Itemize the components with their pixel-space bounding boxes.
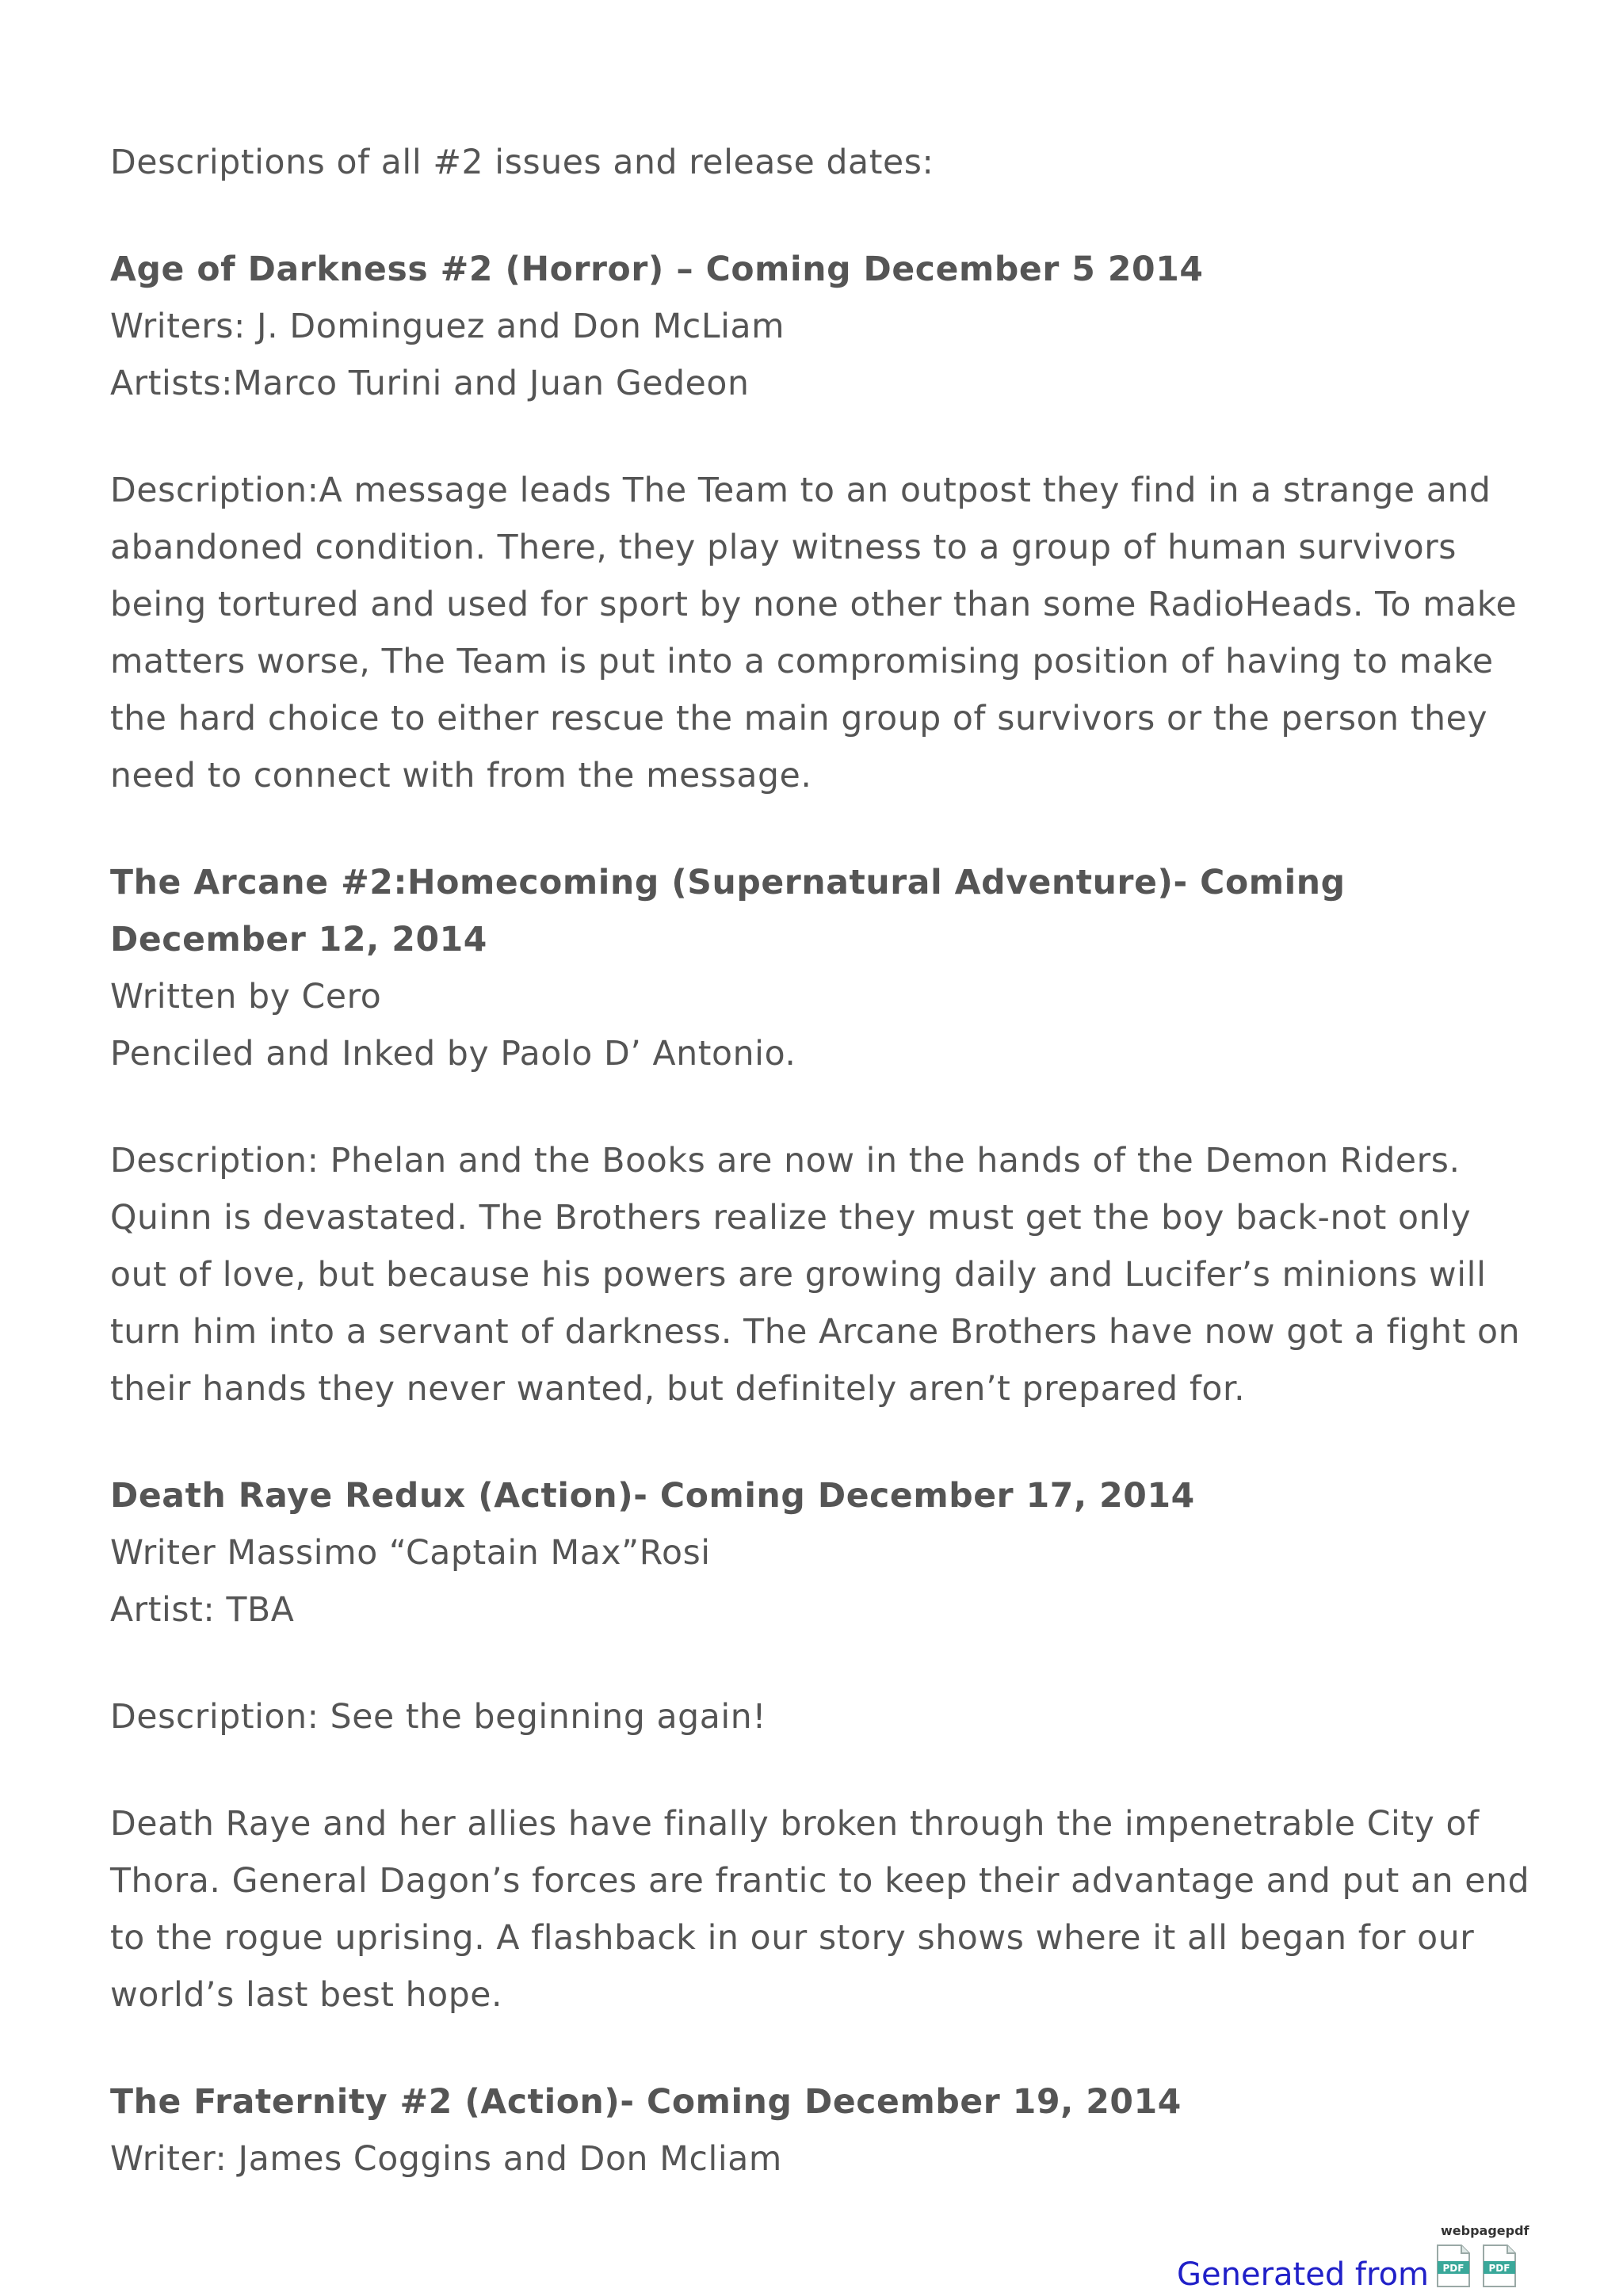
issue-description: Description: See the beginning again! xyxy=(110,1698,766,1737)
svg-text:PDF: PDF xyxy=(1488,2263,1510,2274)
issue-heading: Death Raye Redux (Action)- Coming December 17, 2014 xyxy=(110,1477,1195,1516)
generated-from-link[interactable]: Generated from xyxy=(1177,2256,1430,2293)
issue-credit: Artist: TBA xyxy=(110,1591,295,1630)
issue-description: Description:A message leads The Team to an outpost they find in a strange and abandoned condition. There, they play witness to a group of human survivors being tortured and used for sport by none other than some RadioHeads. To make matters worse, The Team is put into a compromising position of having to make the hard choice to either rescue the main group of survivors or the person they need to connect with from the message. xyxy=(110,471,1518,795)
issue-heading: Age of Darkness #2 (Horror) – Coming December 5 2014 xyxy=(110,250,1204,289)
issue-heading: The Fraternity #2 (Action)- Coming December 19, 2014 xyxy=(110,2083,1182,2122)
issue-entry xyxy=(110,1468,1537,2024)
issue-heading: The Arcane #2:Homecoming (Supernatural Adventure)- Coming December 12, 2014 xyxy=(110,864,1346,959)
intro-text: Descriptions of all #2 issues and release dates: xyxy=(110,143,934,182)
generated-footer xyxy=(1177,2223,1549,2296)
issue-entry xyxy=(110,855,1537,1418)
pdf-file-icon xyxy=(1435,2244,1472,2288)
issue-entry xyxy=(110,2074,1537,2188)
footer-brand-logo: webpagepdf xyxy=(1441,2223,1529,2238)
issue-credit: Penciled and Inked by Paolo D’ Antonio. xyxy=(110,1035,796,1074)
issue-credit: Written by Cero xyxy=(110,978,382,1016)
issue-credit: Artists:Marco Turini and Juan Gedeon xyxy=(110,364,750,403)
svg-text:PDF: PDF xyxy=(1442,2263,1465,2274)
issue-entry xyxy=(110,242,1537,805)
issue-credit: Writer Massimo “Captain Max”Rosi xyxy=(110,1534,711,1573)
issue-credit: Writer: James Coggins and Don Mcliam xyxy=(110,2140,782,2179)
pdf-file-icon xyxy=(1481,2244,1518,2288)
document-body xyxy=(110,135,1537,2188)
issue-credit: Writers: J. Dominguez and Don McLiam xyxy=(110,307,785,346)
issue-description: Death Raye and her allies have finally broken through the impenetrable City of Thora. General Dagon’s forces are frantic to keep their advantage and put an end to the rogue uprising. A flashback in our story shows where it all began for our world’s last best hope. xyxy=(110,1805,1530,2015)
issue-description: Description: Phelan and the Books are now in the hands of the Demon Riders. Quinn is devastated. The Brothers realize they must get the boy back-not only out of love, but because his powers are growing daily and Lucifer’s minions will turn him into a servant of darkness. The Arcane Brothers have now got a fight on their hands they never wanted, but definitely aren’t prepared for. xyxy=(110,1142,1521,1409)
